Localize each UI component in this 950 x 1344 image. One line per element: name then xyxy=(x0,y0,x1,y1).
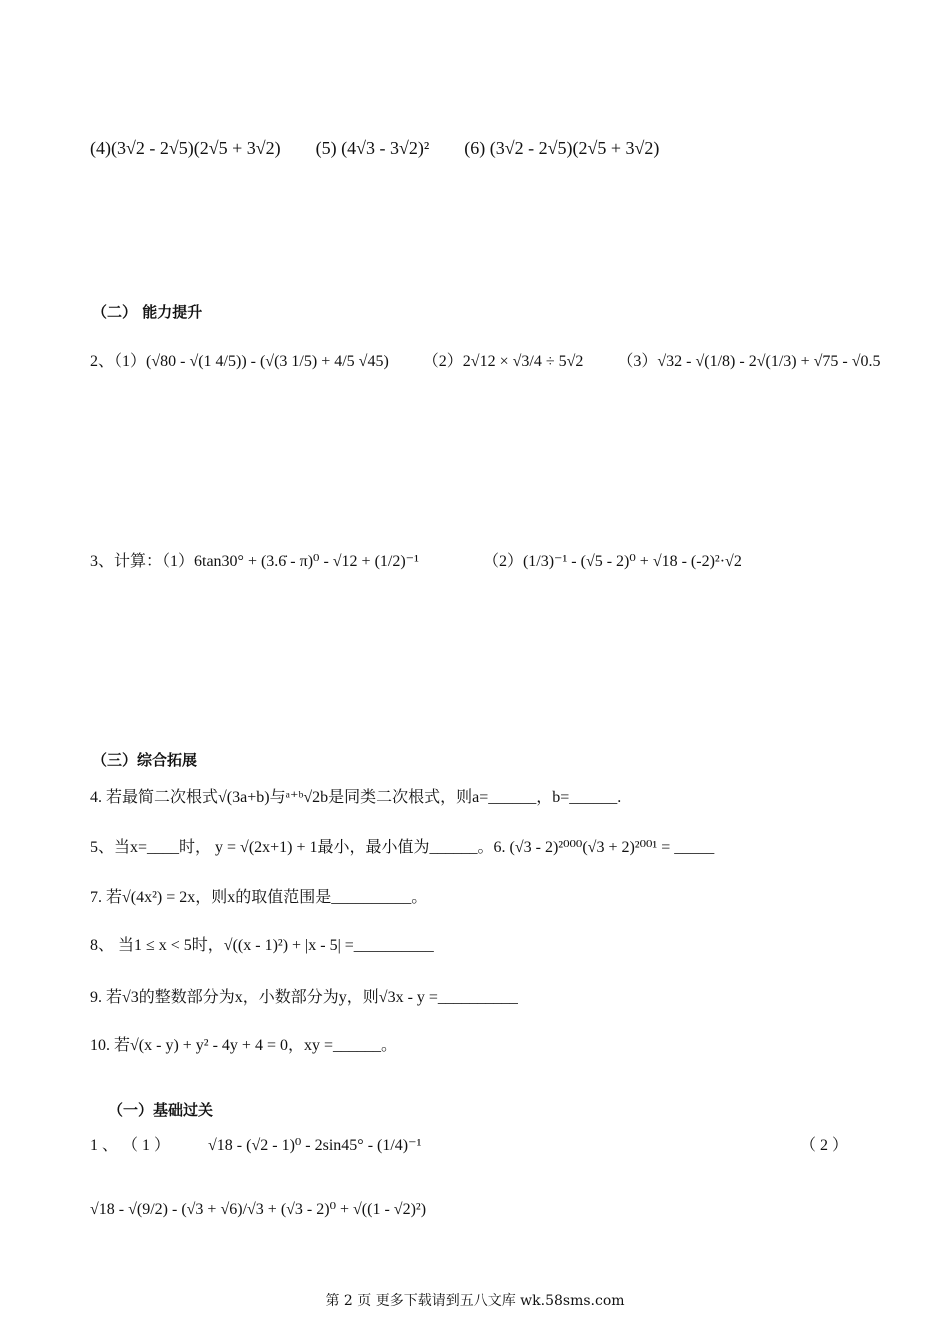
question-10: 10. 若√(x - y) + y² - 4y + 4 = 0，xy =______。 xyxy=(90,1037,397,1054)
question-3-part-1: 3、计算：（1）6tan30° + (3.6̇ - π)⁰ - √12 + (1/2)⁻¹ xyxy=(90,553,419,570)
question-4: 4. 若最简二次根式√(3a+b)与ᵃ⁺ᵇ√2b是同类二次根式，则a=______，b=______. xyxy=(90,789,622,806)
question-2-part-3: （3）√32 - √(1/8) - 2√(1/3) + √75 - √0.5 xyxy=(617,353,881,370)
question-3-part-2: （2）(1/3)⁻¹ - (√5 - 2)⁰ + √18 - (-2)²·√2 xyxy=(482,553,742,570)
question-1-part-2: √18 - √(9/2) - (√3 + √6)/√3 + (√3 - 2)⁰ + √((1 - √2)²) xyxy=(90,1201,427,1218)
section-basic-title: （一）基础过关 xyxy=(108,1101,214,1119)
question-8: 8、 当1 ≤ x < 5时，√((x - 1)²) + |x - 5| =__________ xyxy=(90,937,434,954)
question-9: 9. 若√3的整数部分为x，小数部分为y，则√3x - y =__________ xyxy=(90,989,518,1006)
question-2-row xyxy=(90,348,881,376)
problem-row-4-6 xyxy=(90,134,659,162)
question-1-row xyxy=(90,1132,421,1160)
question-7: 7. 若√(4x²) = 2x，则x的取值范围是__________。 xyxy=(90,889,428,906)
question-5-6: 5、当x=____时， y = √(2x+1) + 1最小，最小值为______。6. (√3 - 2)²⁰⁰⁰(√3 + 2)²⁰⁰¹ = _____ xyxy=(90,839,715,856)
question-1-part-2-label: （ 2 ） xyxy=(800,1137,849,1154)
section-comprehensive-title: （三）综合拓展 xyxy=(92,751,198,769)
problem-6: (6) (3√2 - 2√5)(2√5 + 3√2) xyxy=(464,138,660,158)
question-1-part-1-label: 1 、 （ 1 ） xyxy=(90,1137,171,1154)
question-1-part-1: √18 - (√2 - 1)⁰ - 2sin45° - (1/4)⁻¹ xyxy=(208,1137,422,1154)
problem-4: (4)(3√2 - 2√5)(2√5 + 3√2) xyxy=(90,138,281,158)
problem-5: (5) (4√3 - 3√2)² xyxy=(315,138,430,158)
section-ability-title: （二） 能力提升 xyxy=(92,303,203,321)
page-footer: 第 2 页 更多下载请到五八文库 wk.58sms.com xyxy=(325,1293,625,1309)
question-2-part-1: 2、（1）(√80 - √(1 4/5)) - (√(3 1/5) + 4/5 √45) xyxy=(90,353,389,370)
question-3-row xyxy=(90,548,742,576)
question-2-part-2: （2）2√12 × √3/4 ÷ 5√2 xyxy=(422,353,584,370)
